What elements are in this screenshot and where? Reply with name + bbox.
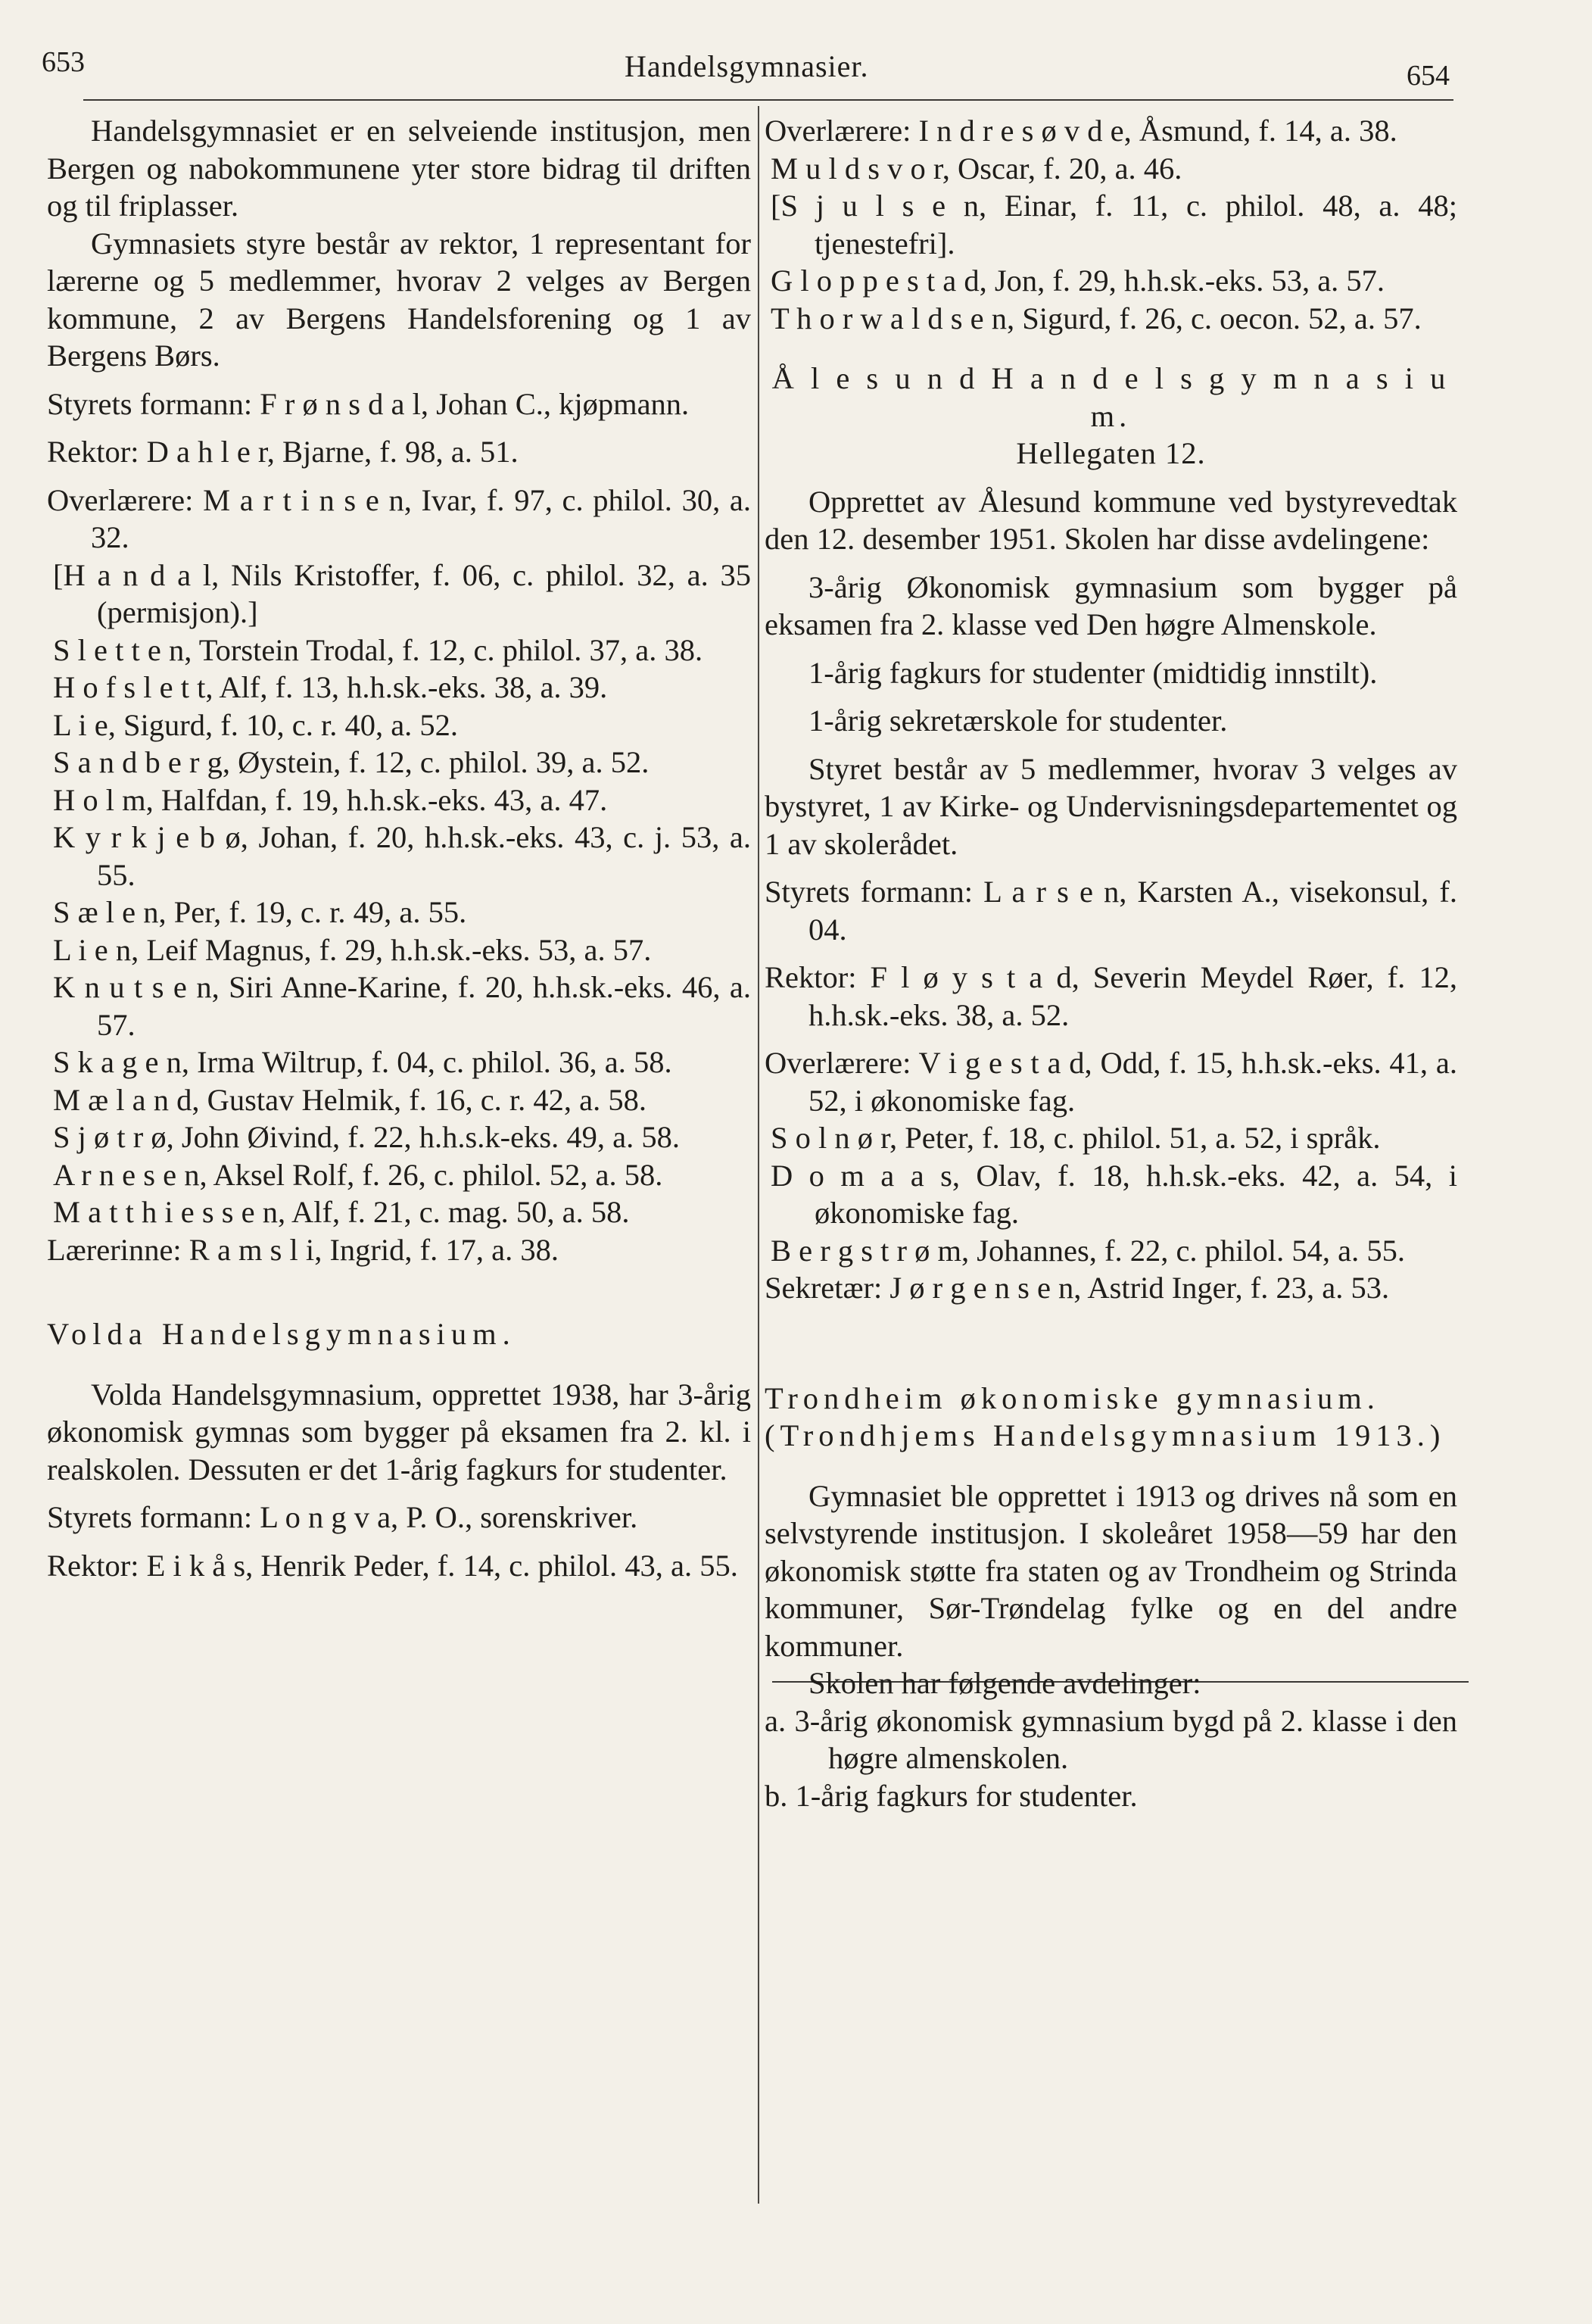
column-divider xyxy=(758,106,759,2204)
teacher-entry: B e r g s t r ø m, Johannes, f. 22, c. philol. 54, a. 55. xyxy=(771,1233,1406,1268)
teacher-entry: M u l d s v o r, Oscar, f. 20, a. 46. xyxy=(771,151,1182,186)
paragraph: Opprettet av Ålesund kommune ved bystyrevedtak den 12. desember 1951. Skolen har disse avdelingene: xyxy=(765,484,1457,556)
teacher-entry: K y r k j e b ø, Johan, f. 20, h.h.sk.-eks. 43, c. j. 53, a. 55. xyxy=(53,820,751,892)
paragraph: 1-årig sekretærskole for studenter. xyxy=(808,703,1228,738)
list-item: b. 1-årig fagkurs for studenter. xyxy=(765,1778,1138,1813)
teacher-entry: S æ l e n, Per, f. 19, c. r. 49, a. 55. xyxy=(53,895,467,929)
paragraph: Gymnasiets styre består av rektor, 1 representant for lærerne og 5 medlemmer, hvorav 2 velges av Bergen kommune, 2 av Bergens Handelsforening og 1 av Bergens Børs. xyxy=(47,226,751,373)
paragraph: Skolen har følgende avdelinger: xyxy=(808,1666,1201,1700)
right-column xyxy=(765,112,1457,1814)
female-teacher-entry: Lærerinne: R a m s l i, Ingrid, f. 17, a. 38. xyxy=(47,1232,559,1267)
paragraph: 1-årig fagkurs for studenter (midtidig innstilt). xyxy=(808,655,1378,690)
paragraph: Styret består av 5 medlemmer, hvorav 3 velges av bystyret, 1 av Kirke- og Undervisningsdepartementet og 1 av skolerådet. xyxy=(765,751,1457,861)
page-number-right: 654 xyxy=(1407,60,1450,92)
left-column xyxy=(47,112,751,1584)
section-heading-volda: Volda Handelsgymnasium. xyxy=(47,1317,516,1351)
teacher-entry: Overlærere: I n d r e s ø v d e, Åsmund, f. 14, a. 38. xyxy=(765,114,1397,148)
header-rule xyxy=(83,99,1453,101)
section-heading-alesund: Å l e s u n d H a n d e l s g y m n a s i u m. xyxy=(771,361,1450,433)
section-heading-trondheim: Trondheim økonomiske gymnasium. (Trondhjems Handelsgymnasium 1913.) xyxy=(765,1380,1446,1452)
teacher-entry: L i e, Sigurd, f. 10, c. r. 40, a. 52. xyxy=(53,707,459,742)
page-number-left: 653 xyxy=(42,46,85,78)
teacher-entry: [S j u l s e n, Einar, f. 11, c. philol. 48, a. 48; tjenestefri]. xyxy=(771,189,1457,260)
teacher-entry: S j ø t r ø, John Øivind, f. 22, h.h.s.k-eks. 49, a. 58. xyxy=(53,1120,680,1154)
paragraph: Handelsgymnasiet er en selveiende institusjon, men Bergen og nabokommunene yter store bidrag til driften og til friplasser. xyxy=(47,114,751,223)
rector-entry: Rektor: F l ø y s t a d, Severin Meydel Røer, f. 12, h.h.sk.-eks. 38, a. 52. xyxy=(765,960,1457,1032)
board-chair-entry: Styrets formann: L o n g v a, P. O., sorenskriver. xyxy=(47,1500,638,1534)
teacher-entry: S l e t t e n, Torstein Trodal, f. 12, c. philol. 37, a. 38. xyxy=(53,632,703,667)
teacher-entry: D o m a a s, Olav, f. 18, h.h.sk.-eks. 42, a. 54, i økonomiske fag. xyxy=(771,1158,1457,1230)
section-address: Hellegaten 12. xyxy=(1016,436,1206,470)
secretary-entry: Sekretær: J ø r g e n s e n, Astrid Inger, f. 23, a. 53. xyxy=(765,1271,1390,1305)
board-chair-entry: Styrets formann: F r ø n s d a l, Johan C., kjøpmann. xyxy=(47,386,690,421)
teacher-entry: A r n e s e n, Aksel Rolf, f. 26, c. philol. 52, a. 58. xyxy=(53,1157,663,1192)
teacher-entry: M a t t h i e s s e n, Alf, f. 21, c. mag. 50, a. 58. xyxy=(53,1195,630,1229)
board-chair-entry: Styrets formann: L a r s e n, Karsten A., visekonsul, f. 04. xyxy=(765,875,1457,947)
paragraph: Volda Handelsgymnasium, opprettet 1938, har 3-årig økonomisk gymnas som bygger på eksamen fra 2. kl. i realskolen. Dessuten er det 1-årig fagkurs for studenter. xyxy=(47,1377,751,1486)
paragraph: Gymnasiet ble opprettet i 1913 og drives nå som en selvstyrende institusjon. I skoleåret 1958—59 har den økonomisk støtte fra staten og av Trondheim og Strinda kommuner, Sør-Trøndelag fylke og en del andre kommuner. xyxy=(765,1478,1457,1663)
teacher-entry: K n u t s e n, Siri Anne-Karine, f. 20, h.h.sk.-eks. 46, a. 57. xyxy=(53,970,751,1042)
teacher-entry: G l o p p e s t a d, Jon, f. 29, h.h.sk.-eks. 53, a. 57. xyxy=(771,264,1385,298)
teacher-entry: Overlærere: M a r t i n s e n, Ivar, f. 97, c. philol. 30, a. 32. xyxy=(47,482,751,554)
list-item: a. 3-årig økonomisk gymnasium bygd på 2. klasse i den høgre almenskolen. xyxy=(765,1703,1457,1775)
teacher-entry: M æ l a n d, Gustav Helmik, f. 16, c. r. 42, a. 58. xyxy=(53,1082,647,1117)
teacher-entry: T h o r w a l d s e n, Sigurd, f. 26, c. oecon. 52, a. 57. xyxy=(771,301,1422,335)
rector-entry: Rektor: E i k å s, Henrik Peder, f. 14, c. philol. 43, a. 55. xyxy=(47,1548,738,1583)
teacher-entry: S a n d b e r g, Øystein, f. 12, c. philol. 39, a. 52. xyxy=(53,745,650,779)
teacher-entry: Overlærere: V i g e s t a d, Odd, f. 15, h.h.sk.-eks. 41, a. 52, i økonomiske fag. xyxy=(765,1046,1457,1118)
paragraph: 3-årig Økonomisk gymnasium som bygger på eksamen fra 2. klasse ved Den høgre Almenskole. xyxy=(765,569,1457,641)
running-header-title: Handelsgymnasier. xyxy=(625,49,869,83)
teacher-entry: H o l m, Halfdan, f. 19, h.h.sk.-eks. 43, a. 47. xyxy=(53,782,608,817)
teacher-entry: L i e n, Leif Magnus, f. 29, h.h.sk.-eks. 53, a. 57. xyxy=(53,932,652,967)
teacher-entry: [H a n d a l, Nils Kristoffer, f. 06, c. philol. 32, a. 35 (permisjon).] xyxy=(53,557,751,629)
teacher-entry: S o l n ø r, Peter, f. 18, c. philol. 51, a. 52, i språk. xyxy=(771,1121,1381,1155)
rector-entry: Rektor: D a h l e r, Bjarne, f. 98, a. 51. xyxy=(47,435,519,469)
teacher-entry: H o f s l e t t, Alf, f. 13, h.h.sk.-eks. 38, a. 39. xyxy=(53,670,608,704)
teacher-entry: S k a g e n, Irma Wiltrup, f. 04, c. philol. 36, a. 58. xyxy=(53,1045,672,1079)
